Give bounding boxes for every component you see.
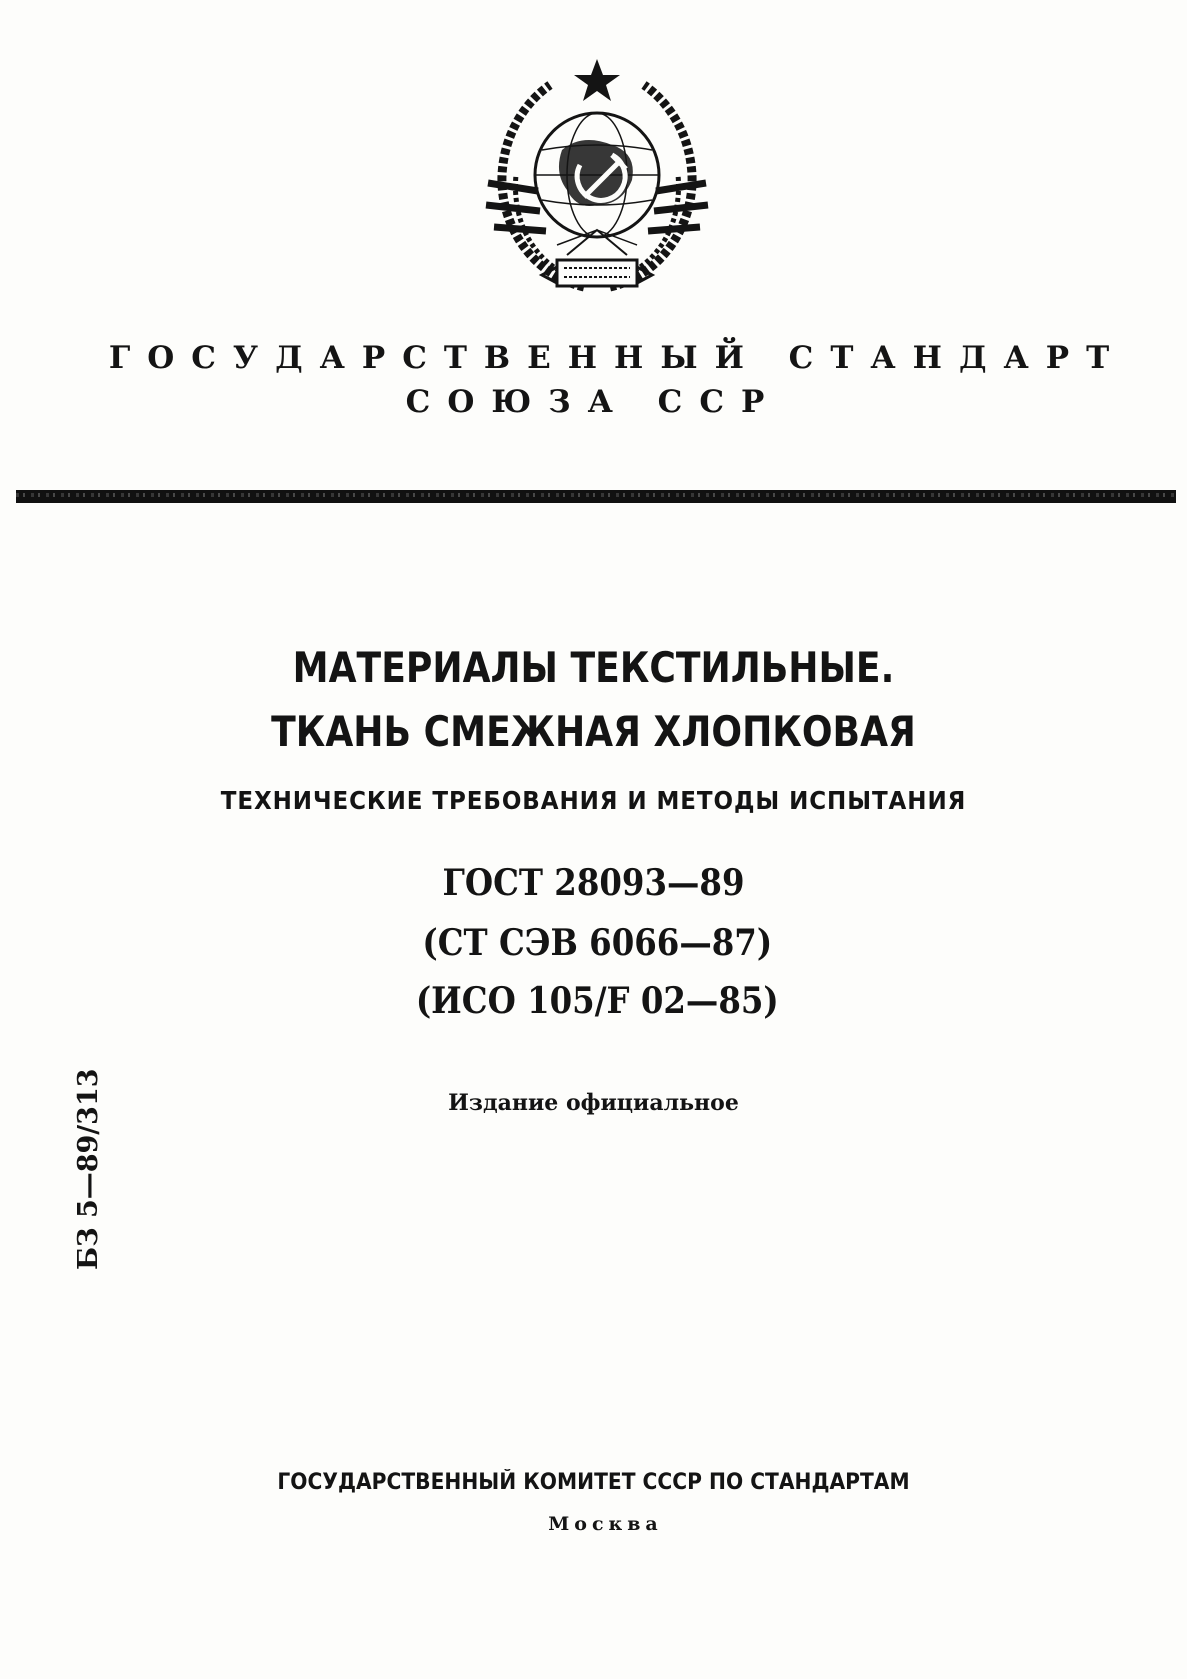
- header-line-1: ГОСУДАРСТВЕННЫЙ СТАНДАРТ: [108, 340, 1127, 376]
- st-sev-number: (СТ СЭВ 6066—87): [422, 922, 773, 964]
- document-subtitle: ТЕХНИЧЕСКИЕ ТРЕБОВАНИЯ И МЕТОДЫ ИСПЫТАНИЯ: [220, 786, 967, 815]
- side-catalog-label: БЗ 5—89/313: [73, 1068, 104, 1270]
- document-title-line-2: ТКАНЬ СМЕЖНАЯ ХЛОПКОВАЯ: [271, 707, 916, 756]
- gost-number: ГОСТ 28093—89: [442, 862, 745, 904]
- iso-number: (ИСО 105/F 02—85): [415, 980, 779, 1022]
- ussr-state-emblem-icon: [472, 55, 722, 303]
- divider-texture: [16, 493, 1176, 497]
- publisher-name: ГОСУДАРСТВЕННЫЙ КОМИТЕТ СССР ПО СТАНДАРТАМ: [277, 1470, 910, 1495]
- document-title-line-1: МАТЕРИАЛЫ ТЕКСТИЛЬНЫЕ.: [292, 643, 895, 692]
- header-line-2: СОЮЗА ССР: [405, 384, 782, 420]
- publisher-city: Москва: [548, 1513, 663, 1535]
- edition-label: Издание официальное: [448, 1090, 739, 1116]
